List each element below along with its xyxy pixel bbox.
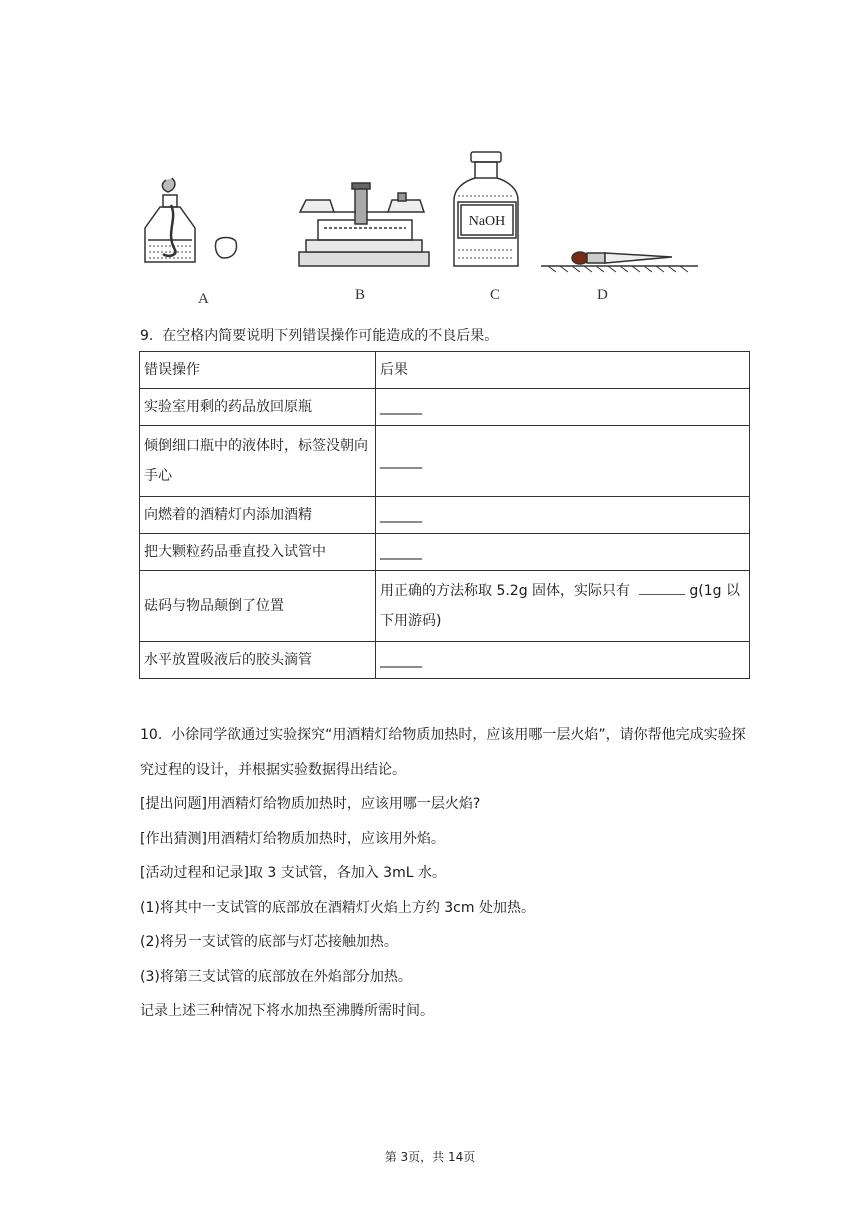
q10-line: 记录上述三种情况下将水加热至沸腾所需时间。 <box>140 1003 434 1019</box>
q10-line: (2)将另一支试管的底部与灯芯接触加热。 <box>140 934 398 950</box>
q9-table <box>139 351 750 679</box>
table-row <box>140 534 750 571</box>
op-cell: 倾倒细口瓶中的液体时，标签没朝向手心 <box>140 426 376 497</box>
figure-label-d: D <box>597 287 608 303</box>
q9-stem: 9. 在空格内简要说明下列错误操作可能造成的不良后果。 <box>140 328 499 344</box>
table-row <box>140 389 750 426</box>
bottle-label-text: NaOH <box>468 214 506 229</box>
op-cell: 水平放置吸液后的胶头滴管 <box>140 642 376 679</box>
page-footer: 第 3页，共 14页 <box>384 1150 476 1164</box>
q10-stem: 10. 小徐同学欲通过实验探究“用酒精灯给物质加热时，应该用哪一层火焰”，请你帮他完成实验探究过程的设计，并根据实验数据得出结论。 <box>140 727 746 778</box>
result-cell <box>376 571 750 642</box>
q10-line: [提出问题]用酒精灯给物质加热时，应该用哪一层火焰? <box>140 796 481 812</box>
dropper-figure <box>541 252 698 272</box>
reagent-bottle-figure <box>454 152 518 266</box>
result-cell[interactable]: ______ <box>376 642 750 679</box>
result-cell[interactable]: ______ <box>376 497 750 534</box>
result-cell[interactable]: ______ <box>376 426 750 497</box>
table-row <box>140 497 750 534</box>
q10-line: (3)将第三支试管的底部放在外焰部分加热。 <box>140 968 412 985</box>
result-cell[interactable]: ______ <box>376 534 750 571</box>
q10-line: [活动过程和记录]取 3 支试管，各加入 3mL 水。 <box>140 865 446 881</box>
alcohol-lamp-figure <box>145 178 237 262</box>
op-cell: 向燃着的酒精灯内添加酒精 <box>140 497 376 534</box>
op-cell: 砝码与物品颠倒了位置 <box>140 571 376 642</box>
answer-blank[interactable] <box>639 578 685 595</box>
experiment-figures <box>0 0 860 320</box>
figures-svg <box>0 0 860 320</box>
op-cell: 实验室用剩的药品放回原瓶 <box>140 389 376 426</box>
result-text-after: g(1g 以下用游码) <box>380 583 741 629</box>
balance-figure <box>299 183 429 266</box>
figure-label-b: B <box>355 287 366 303</box>
q10-line: (1)将其中一支试管的底部放在酒精灯火焰上方约 3cm 处加热。 <box>140 899 535 916</box>
op-cell: 把大颗粒药品垂直投入试管中 <box>140 534 376 571</box>
q10-section <box>140 718 750 1029</box>
figure-label-c: C <box>490 287 501 303</box>
result-cell[interactable]: ______ <box>376 389 750 426</box>
result-text-before: 用正确的方法称取 5.2g 固体，实际只有 <box>380 583 631 599</box>
table-row <box>140 642 750 679</box>
header-op: 错误操作 <box>140 352 376 389</box>
figure-label-a: A <box>198 291 209 307</box>
table-row <box>140 426 750 497</box>
header-result: 后果 <box>376 352 750 389</box>
table-header-row <box>140 352 750 389</box>
table-row <box>140 571 750 642</box>
q10-line: [作出猜测]用酒精灯给物质加热时，应该用外焰。 <box>140 830 445 847</box>
